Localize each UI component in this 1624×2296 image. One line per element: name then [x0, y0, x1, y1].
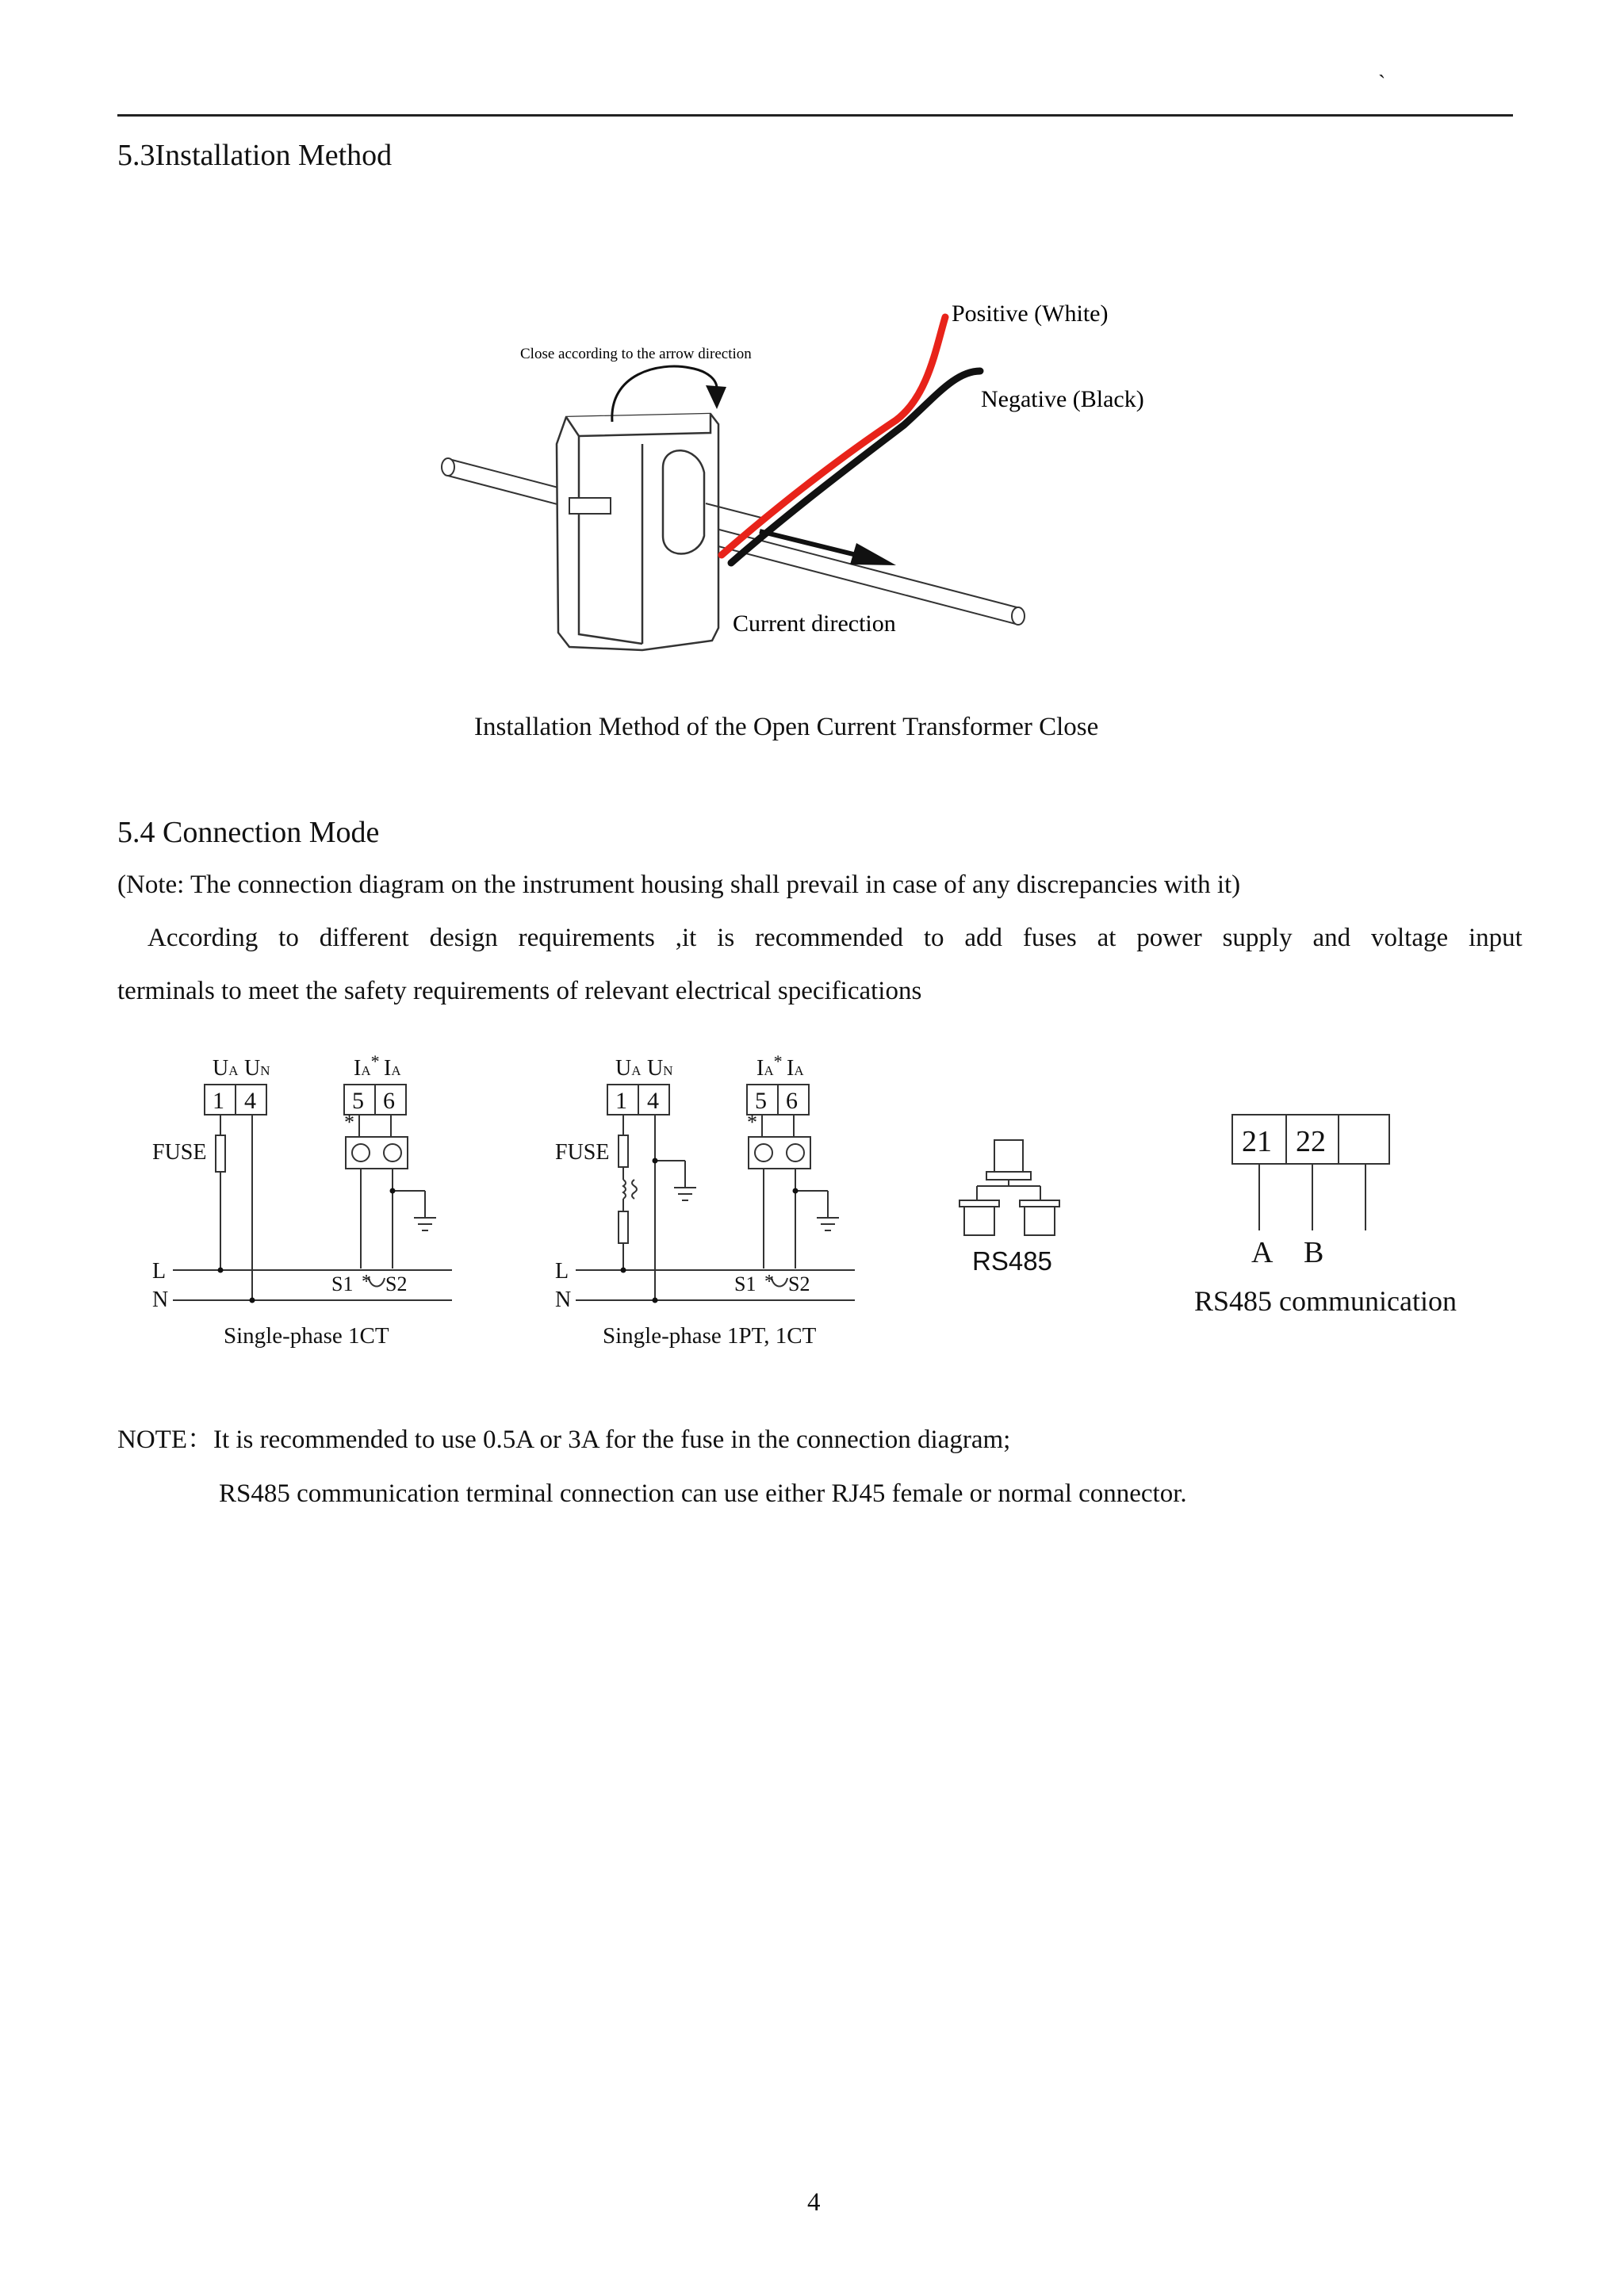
ua-label: UA [615, 1056, 642, 1081]
ct-terminal-block [749, 1137, 810, 1169]
ct-coil-symbol [772, 1278, 787, 1287]
diagram-1-caption: Single-phase 1CT [224, 1323, 389, 1349]
section-5-4-heading: 5.4 Connection Mode [117, 816, 380, 849]
polarity-star: * [747, 1111, 757, 1134]
wiring-diagrams [0, 1047, 1624, 1364]
l-label: L [152, 1259, 167, 1284]
s-star: * [362, 1272, 371, 1292]
terminal-1: 1 [615, 1088, 627, 1114]
s-star: * [764, 1272, 774, 1292]
terminal-5: 5 [755, 1088, 767, 1114]
pt-primary-coil [623, 1180, 626, 1199]
terminal-4: 4 [244, 1088, 256, 1114]
polarity-star: * [344, 1111, 354, 1134]
ia-star-label: IA* [354, 1051, 380, 1081]
header-rule [117, 114, 1513, 117]
ia-label: IA [384, 1056, 401, 1081]
terminal-1: 1 [213, 1088, 224, 1114]
terminal-21: 21 [1242, 1125, 1272, 1158]
note-line-2: RS485 communication terminal connection can use either RJ45 female or normal connector. [219, 1479, 1187, 1508]
word: According [147, 924, 259, 952]
figure-caption: Installation Method of the Open Current Transformer Close [474, 713, 1099, 741]
negative-label: Negative (Black) [981, 386, 1144, 412]
word: is [717, 924, 735, 952]
current-direction-label: Current direction [733, 610, 896, 637]
terminal-4: 4 [647, 1088, 659, 1114]
word: ,it [675, 924, 697, 952]
diagram-single-phase-1ct [152, 1051, 452, 1349]
s2-label: S2 [385, 1272, 408, 1295]
paragraph-line-1 [147, 920, 1522, 956]
fuse-symbol [619, 1135, 628, 1167]
ct-installation-figure [0, 285, 1624, 666]
current-arrow-line [760, 531, 856, 555]
word: supply [1222, 924, 1293, 952]
word: voltage [1370, 924, 1449, 952]
rs485-connector-icon [959, 1140, 1059, 1276]
close-arrow-head [706, 385, 726, 409]
ia-label: IA [787, 1056, 804, 1081]
terminal-5: 5 [352, 1088, 364, 1114]
word: input [1468, 924, 1522, 952]
diagram-single-phase-1pt-1ct [555, 1051, 855, 1349]
terminal-b-label: B [1304, 1236, 1324, 1269]
pt-secondary-coil [632, 1180, 637, 1199]
un-label: UN [244, 1056, 270, 1081]
word: design [429, 924, 498, 952]
word: recommended [755, 924, 903, 952]
note-line-1: NOTE：It is recommended to use 0.5A or 3A for the fuse in the connection diagram; [117, 1425, 1011, 1454]
fuse-label: FUSE [555, 1140, 610, 1165]
fuse-symbol [216, 1135, 225, 1172]
current-arrow-head [850, 543, 896, 565]
ua-label: UA [213, 1056, 239, 1081]
l-label: L [555, 1259, 569, 1284]
fuse-label: FUSE [152, 1140, 207, 1165]
word: power [1136, 924, 1202, 952]
word: and [1312, 924, 1351, 952]
word: to [923, 924, 944, 952]
s1-label: S1 [331, 1272, 354, 1295]
word: to [278, 924, 299, 952]
rs485-icon-label: RS485 [972, 1246, 1052, 1276]
housing-note: (Note: The connection diagram on the instrument housing shall prevail in case of any discrepancies with it) [117, 871, 1241, 899]
ia-star-label: IA* [756, 1051, 783, 1081]
paragraph-line-2: terminals to meet the safety requirements of relevant electrical specifications [117, 977, 922, 1005]
terminal-22: 22 [1296, 1125, 1326, 1158]
terminal-6: 6 [786, 1088, 798, 1114]
positive-label: Positive (White) [952, 300, 1109, 327]
s1-label: S1 [734, 1272, 756, 1295]
n-label: N [152, 1288, 169, 1312]
ct-body [557, 414, 718, 650]
un-label: UN [647, 1056, 673, 1081]
arrow-note: Close according to the arrow direction [520, 346, 752, 362]
s2-label: S2 [788, 1272, 810, 1295]
positive-wire-tip [942, 314, 948, 320]
header-mark: ` [1378, 71, 1386, 96]
rs485-communication-caption: RS485 communication [1194, 1285, 1457, 1317]
terminal-a-label: A [1251, 1236, 1274, 1269]
page-number: 4 [807, 2188, 821, 2217]
section-5-3-heading: 5.3Installation Method [117, 139, 393, 172]
fuse-symbol-2 [619, 1211, 628, 1243]
positive-wire [722, 317, 945, 555]
word: add [964, 924, 1003, 952]
n-label: N [555, 1288, 572, 1312]
word: requirements [518, 924, 655, 952]
ct-coil-symbol [369, 1278, 385, 1287]
diagram-2-caption: Single-phase 1PT, 1CT [603, 1323, 817, 1349]
word: at [1097, 924, 1116, 952]
terminal-6: 6 [383, 1088, 395, 1114]
rs485-communication-terminals [1194, 1115, 1457, 1317]
word: fuses [1022, 924, 1077, 952]
ct-terminal-block [346, 1137, 408, 1169]
word: different [319, 924, 409, 952]
